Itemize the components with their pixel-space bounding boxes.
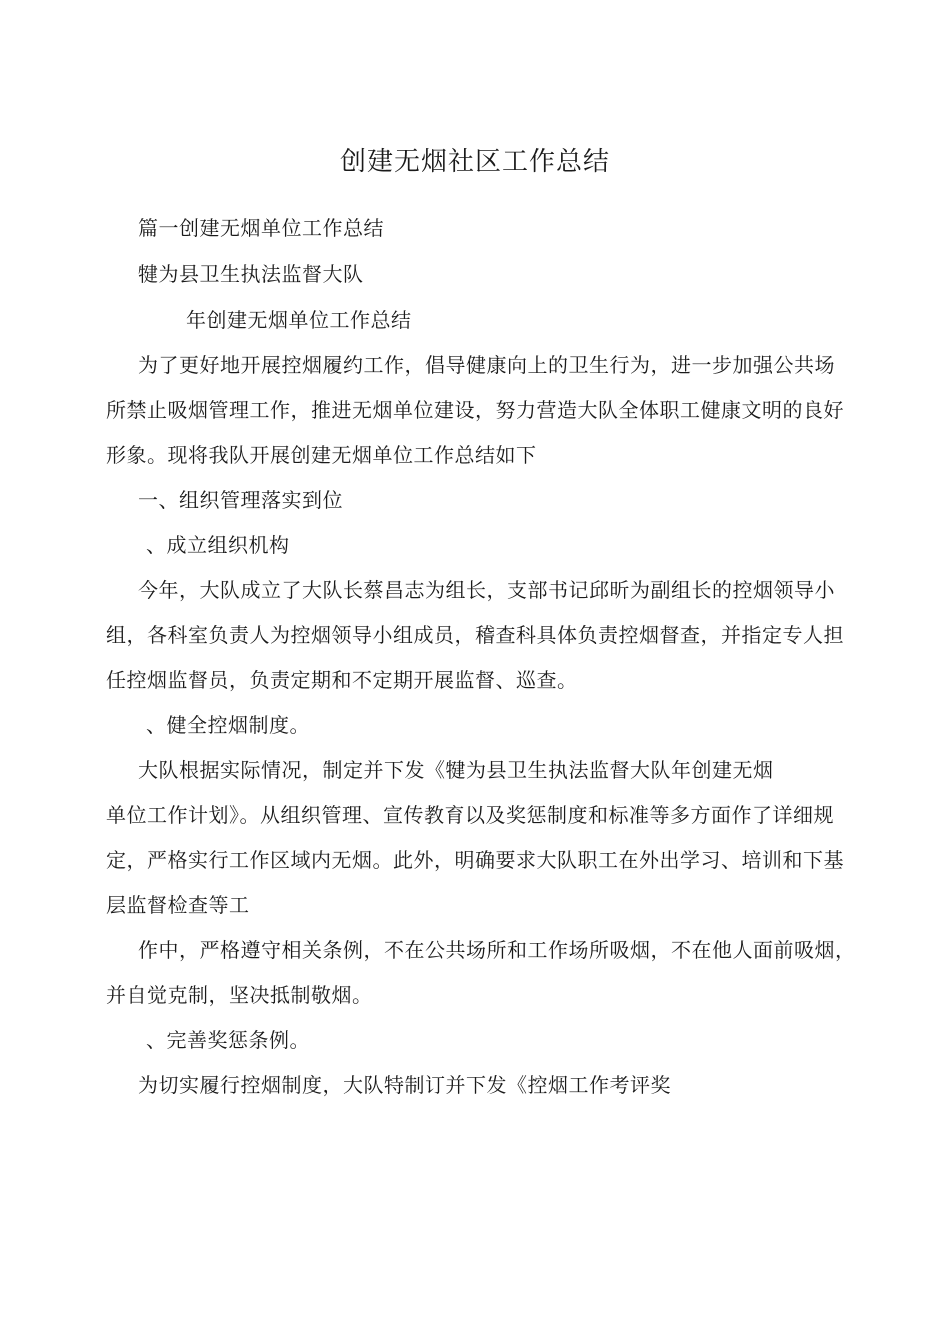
paragraph-line: 作中，严格遵守相关条例，不在公共场所和工作场所吸烟，不在他人面前吸烟， — [138, 938, 856, 962]
subsection-heading: 、成立组织机构 — [146, 533, 290, 557]
paragraph-line: 为了更好地开展控烟履约工作，倡导健康向上的卫生行为，进一步加强公共场 — [138, 353, 835, 377]
paragraph-line: 形象。现将我队开展创建无烟单位工作总结如下 — [106, 443, 537, 467]
paragraph-line: 大队根据实际情况，制定并下发《犍为县卫生执法监督大队年创建无烟 — [138, 758, 774, 782]
subsection-heading: 、健全控烟制度。 — [146, 713, 310, 737]
paragraph-line: 今年，大队成立了大队长蔡昌志为组长，支部书记邱昕为副组长的控烟领导小 — [138, 578, 835, 602]
section-heading: 一、组织管理落实到位 — [138, 488, 343, 512]
paragraph-line: 任控烟监督员，负责定期和不定期开展监督、巡查。 — [106, 668, 578, 692]
paragraph-line: 层监督检查等工 — [106, 893, 250, 917]
organization-line: 犍为县卫生执法监督大队 — [138, 262, 364, 286]
paragraph-line: 单位工作计划》。从组织管理、宣传教育以及奖惩制度和标准等多方面作了详细规 — [106, 803, 834, 827]
paragraph-line: 所禁止吸烟管理工作，推进无烟单位建设，努力营造大队全体职工健康文明的良好 — [106, 398, 844, 422]
document-title: 创建无烟社区工作总结 — [339, 147, 610, 177]
paragraph-line: 定，严格实行工作区域内无烟。此外，明确要求大队职工在外出学习、培训和下基 — [106, 848, 844, 872]
paragraph-line: 并自觉克制，坚决抵制敬烟。 — [106, 983, 373, 1007]
subtitle-line: 篇一创建无烟单位工作总结 — [138, 216, 384, 240]
paragraph-line: 组，各科室负责人为控烟领导小组成员，稽查科具体负责控烟督查，并指定专人担 — [106, 623, 844, 647]
report-title-line: 年创建无烟单位工作总结 — [186, 308, 412, 332]
paragraph-line: 为切实履行控烟制度，大队特制订并下发《控烟工作考评奖 — [138, 1073, 671, 1097]
subsection-heading: 、完善奖惩条例。 — [146, 1028, 310, 1052]
